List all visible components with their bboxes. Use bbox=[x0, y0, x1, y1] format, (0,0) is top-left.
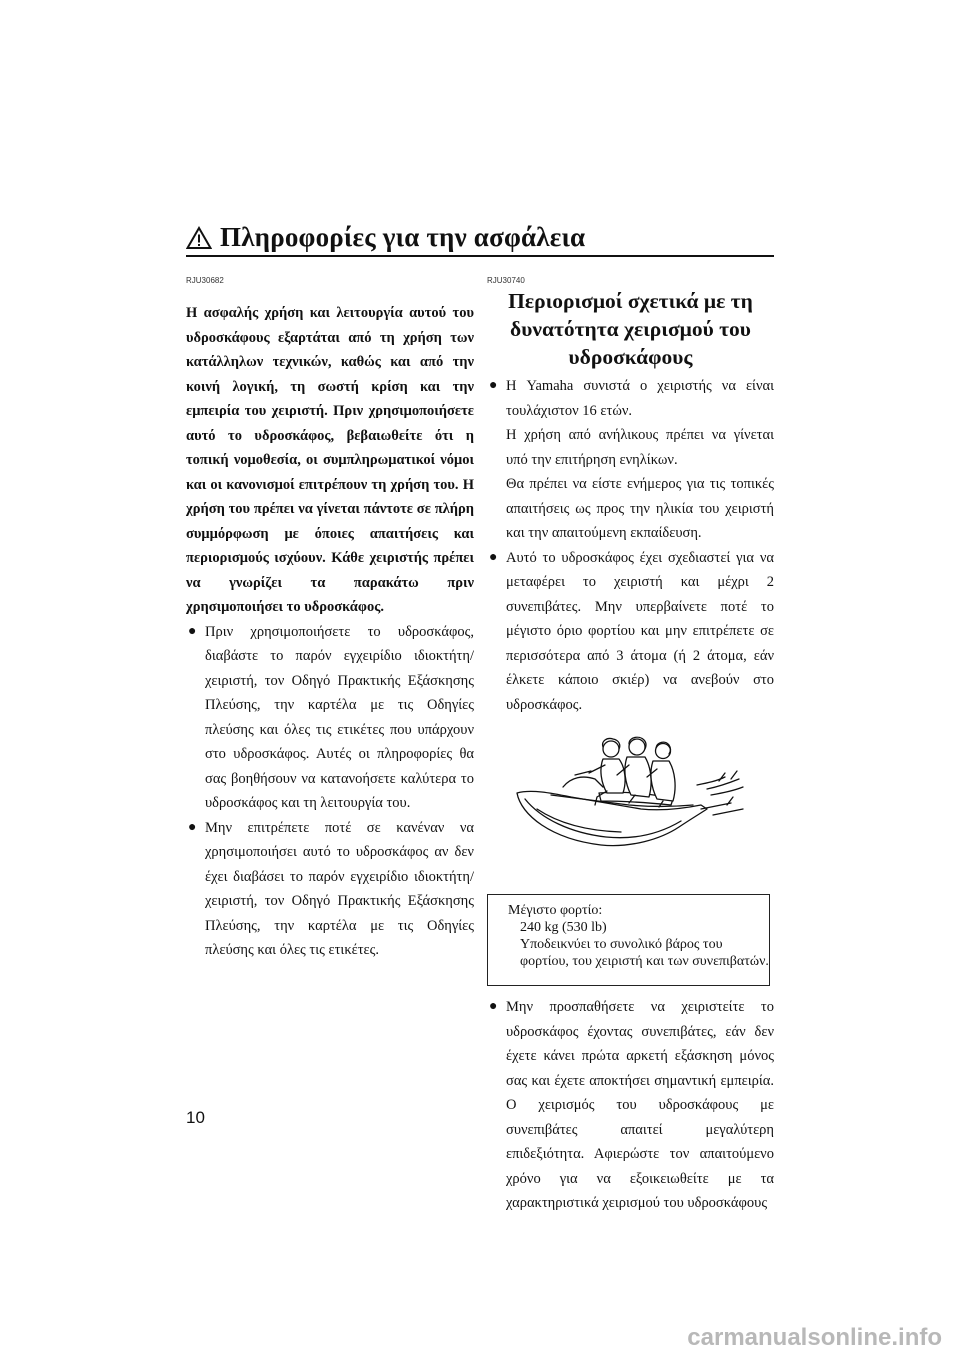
bullet-icon: ● bbox=[188, 819, 197, 835]
page-header bbox=[186, 222, 774, 257]
bullet-icon: ● bbox=[489, 999, 498, 1014]
list-item-text: Μην προσπαθήσετε να χειριστείτε το υδροσκάφος έχοντας συνεπιβάτες, εάν δεν έχετε κάνει πρώτα αρκετή εξάσκηση μόνος σας και έχετε αποκτήσει σημαντική εμπειρία. Ο χειρισμός του υδροσκάφους με συνεπιβάτες απαιτεί μεγαλύτερη επιδεξιότητα. Αφιερώστε τον απαιτούμενο χρόνο για να εξοικειωθείτε με τα χαρακτηριστικά χειρισμού του υδροσκάφους bbox=[506, 999, 774, 1211]
right-bullet-list bbox=[487, 374, 774, 717]
list-item-text: Μην επιτρέπετε ποτέ σε κανέναν να χρησιμοποιήσει αυτό το υδροσκάφος αν δεν έχει διαβάσει το παρόν εγχειρίδιο ιδιοκτήτη/χειριστή, τον Οδηγό Πρακτικής Εξάσκησης Πλεύσης, την καρτέλα με τις Οδηγίες πλεύσης και όλες τις ετικέτες. bbox=[205, 819, 474, 958]
list-item-text: Αυτό το υδροσκάφος έχει σχεδιαστεί για να μεταφέρει το χειριστή και μέχρι 2 συνεπιβάτες. Μην υπερβαίνετε ποτέ το μέγιστο όριο φορτίου και μην επιτρέπετε σε περισσότερα από 3 άτομα (ή 2 άτομα, εάν έλκετε κάποιο σκιέρ) να ανεβούν στο υδροσκάφος. bbox=[506, 549, 774, 713]
section-code: RJU30740 bbox=[487, 276, 525, 285]
max-load-description: Υποδεικνύει το συνολικό βάρος του φορτίου, του χειριστή και των συνεπιβατών. bbox=[520, 937, 769, 969]
section-heading bbox=[487, 287, 774, 371]
bullet-icon: ● bbox=[489, 549, 498, 565]
section-heading-line: δυνατότητα χειρισμού του bbox=[510, 317, 751, 341]
list-item bbox=[186, 620, 474, 816]
page-title: Πληροφορίες για την ασφάλεια bbox=[220, 222, 586, 252]
list-item bbox=[186, 816, 474, 963]
list-item-text: Η Yamaha συνιστά ο χειριστής να είναι τουλάχιστον 16 ετών. bbox=[506, 378, 774, 419]
page-number: 10 bbox=[186, 1108, 205, 1127]
list-item bbox=[487, 995, 774, 1216]
max-load-value: 240 kg (530 lb) bbox=[520, 920, 607, 935]
bullet-icon: ● bbox=[489, 378, 498, 393]
left-column bbox=[186, 276, 474, 963]
left-bullet-list bbox=[186, 620, 474, 963]
max-load-label: Μέγιστο φορτίο: bbox=[508, 903, 603, 918]
list-item-text: Η χρήση από ανήλικους πρέπει να γίνεται υπό την επιτήρηση ενηλίκων. bbox=[506, 427, 774, 468]
watercraft-illustration bbox=[511, 735, 746, 855]
list-item bbox=[487, 374, 774, 546]
watermark: carmanualsonline.info bbox=[687, 1324, 942, 1351]
max-load-box bbox=[487, 894, 770, 986]
section-heading-line: Περιορισμοί σχετικά με τη bbox=[508, 289, 753, 313]
intro-paragraph: Η ασφαλής χρήση και λειτουργία αυτού του υδροσκάφους εξαρτάται από τη χρήση των κατάλληλων τεχνικών, καθώς και από την κοινή λογική, τη σωστή κρίση και την εμπειρία του χειριστή. Πριν χρησιμοποιήσετε αυτό το υδροσκάφος, βεβαιωθείτε ότι η τοπική νομοθεσία, οι συμπληρωματικοί νόμοι και οι κανονισμοί επιτρέπουν τη χρήση του. Η χρήση του πρέπει να γίνεται πάντοτε σε πλήρη συμμόρφωση με όποιες απαιτήσεις και περιορισμούς ισχύουν. Κάθε χειριστής πρέπει να γνωρίζει τα παρακάτω πριν χρησιμοποιήσει το υδροσκάφος. bbox=[186, 305, 474, 615]
section-heading-line: υδροσκάφους bbox=[568, 345, 693, 369]
warning-triangle-icon bbox=[186, 226, 212, 250]
list-item-text: Πριν χρησιμοποιήσετε το υδροσκάφος, διαβάστε το παρόν εγχειρίδιο ιδιοκτήτη/χειριστή, τον Οδηγό Πρακτικής Εξάσκησης Πλεύσης, την καρτέλα με τις Οδηγίες πλεύσης και όλες τις ετικέτες που υπάρχουν στο υδροσκάφος. Αυτές οι πληροφορίες θα σας βοηθήσουν να κατανοήσετε καλύτερα το υδροσκάφος και τη λειτουργία του. bbox=[205, 623, 474, 811]
section-code: RJU30682 bbox=[186, 276, 224, 285]
list-item-text: Θα πρέπει να είστε ενήμερος για τις τοπικές απαιτήσεις ως προς την ηλικία του χειριστή και την απαιτούμενη εκπαίδευση. bbox=[506, 476, 774, 541]
right-bullet-list-2 bbox=[487, 995, 774, 1216]
list-item bbox=[487, 546, 774, 718]
bullet-icon: ● bbox=[188, 623, 197, 639]
right-column bbox=[487, 276, 774, 1216]
